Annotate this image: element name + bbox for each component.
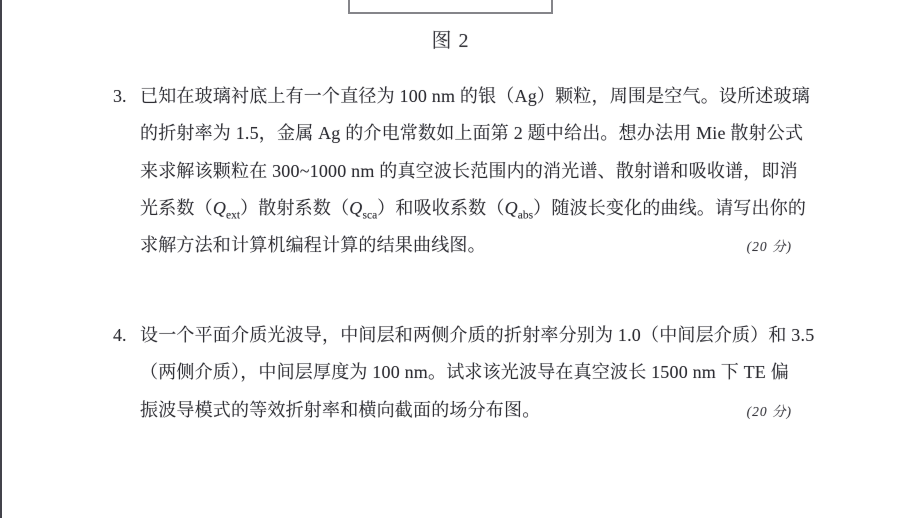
text-segment: 已知在玻璃衬底上有一个直径为 100 nm 的银（Ag）颗粒，周围是空气。设所述玻璃 (140, 86, 810, 106)
variable-symbol: Q (504, 197, 518, 218)
text-segment: 光系数（ (140, 197, 213, 218)
subscript-text: sca (362, 209, 378, 222)
question-text-line (140, 115, 804, 152)
question-item (0, 78, 900, 264)
question-text (140, 317, 815, 429)
text-segment: ）散射系数（ (240, 197, 350, 218)
text-segment: 的折射率为 1.5，金属 Ag 的介电常数如上面第 2 题中给出。想办法用 Mie 散射公式 (140, 123, 804, 144)
text-segment: ）和吸收系数（ (377, 197, 505, 218)
question-text-line (140, 78, 810, 115)
question-text-line (140, 190, 807, 227)
question-item (0, 317, 900, 429)
figure-2-caption: 图 2 (431, 30, 470, 52)
text-segment: 求解方法和计算机编程计算的结果曲线图。 (140, 235, 486, 256)
text-segment: （两侧介质），中间层厚度为 100 nm。试求该光波导在真空波长 1500 nm 下 TE 偏 (140, 362, 789, 383)
score-label: (20 分) (746, 239, 792, 255)
text-segment: 来求解该颗粒在 300~1000 nm 的真空波长范围内的消光谱、散射谱和吸收谱，即消 (140, 160, 798, 181)
question-text-line (140, 317, 815, 354)
question-text-line (140, 354, 792, 391)
question-number: 3. (113, 86, 127, 106)
subscript-text: abs (517, 209, 534, 222)
figure-2-frame (348, 0, 553, 14)
text-segment: 振波导模式的等效折射率和横向截面的场分布图。 (140, 399, 541, 420)
variable-symbol: Q (349, 197, 363, 218)
question-number: 4. (113, 325, 127, 345)
score-label: (20 分) (746, 403, 792, 419)
text-segment: 设一个平面介质光波导，中间层和两侧介质的折射率分别为 1.0（中间层介质）和 3.5 (140, 325, 815, 345)
question-text-line (140, 227, 792, 264)
question-text-line (140, 392, 792, 429)
question-text (140, 78, 810, 264)
subscript-text: ext (226, 209, 241, 222)
question-text-line (140, 153, 798, 190)
text-segment: ）随波长变化的曲线。请写出你的 (533, 197, 807, 218)
variable-symbol: Q (212, 197, 227, 218)
